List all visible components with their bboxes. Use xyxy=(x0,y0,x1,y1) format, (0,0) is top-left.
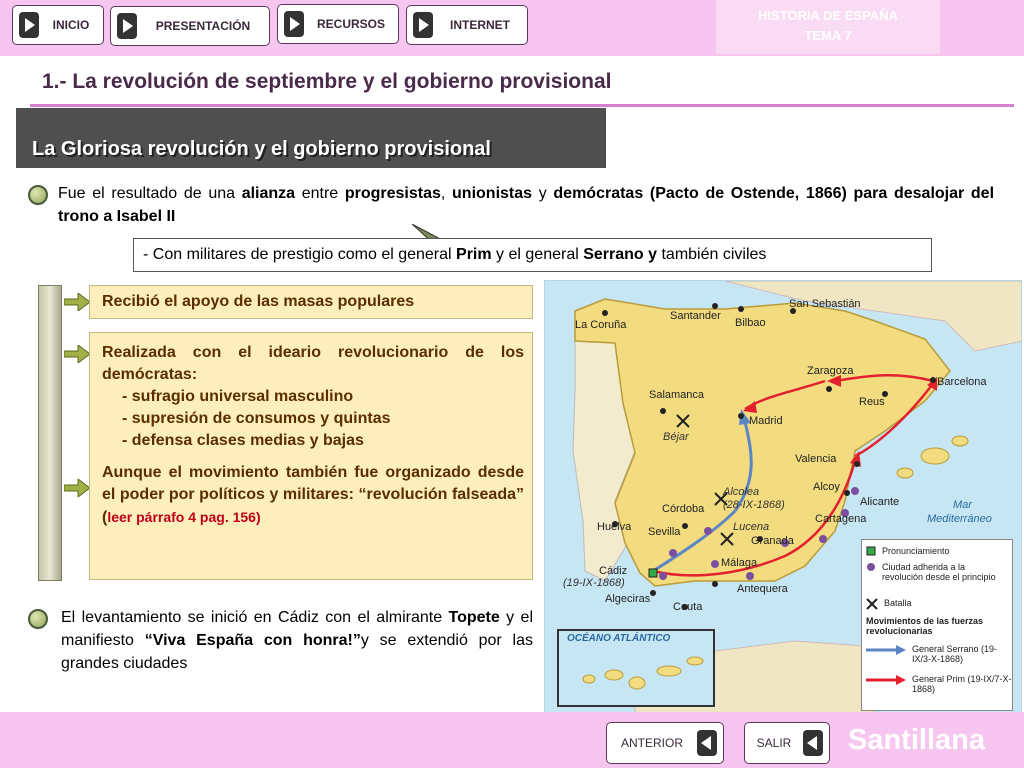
city-label: Reus xyxy=(859,396,885,408)
sea-label: Mar xyxy=(953,499,972,511)
play-icon xyxy=(413,12,433,38)
city-label: Alicante xyxy=(860,496,900,508)
city-label: Ceuta xyxy=(673,601,703,613)
city-label: Santander xyxy=(670,310,721,322)
title-divider xyxy=(30,104,1014,107)
anterior-label: ANTERIOR xyxy=(620,736,683,750)
arrow-right-icon xyxy=(64,479,90,497)
legend-label: General Prim (19-IX/7-X-1868) xyxy=(912,674,1012,694)
legend-label: Batalla xyxy=(884,598,912,608)
intro-bold-progresistas: progresistas xyxy=(344,185,441,202)
serrano-arrow-icon xyxy=(866,644,906,656)
brand-line-1: HISTORIA DE ESPAÑA xyxy=(758,8,898,23)
callout-text: - Con militares de prestigio como el general xyxy=(143,246,457,263)
arrow-right-icon xyxy=(64,345,90,363)
city-label: San Sebastián xyxy=(789,298,861,310)
salir-button[interactable] xyxy=(744,722,830,764)
arrow-right-icon xyxy=(64,293,90,311)
city-label: Algeciras xyxy=(605,593,651,605)
intro-bold-alianza: alianza xyxy=(241,185,296,202)
back-arrow-icon xyxy=(697,730,717,756)
callout-text: también civiles xyxy=(657,246,767,263)
ideology-box xyxy=(89,332,533,580)
bullet-icon xyxy=(28,185,48,205)
ideology-intro: Realizada con el ideario revolucionario de los demócratas: xyxy=(102,344,524,383)
uprising-bold-topete: Topete xyxy=(448,609,500,626)
generals-callout xyxy=(133,238,932,272)
city-label: Barcelona xyxy=(937,376,987,388)
page-reference-link[interactable]: leer párrafo 4 pag. 156) xyxy=(107,509,261,525)
popular-support-box xyxy=(89,285,533,319)
uprising-paragraph xyxy=(61,606,533,675)
popular-support-text: Recibió el apoyo de las masas populares xyxy=(102,293,415,310)
anterior-button[interactable] xyxy=(606,722,724,764)
intro-bold-unionistas: unionistas xyxy=(452,185,533,202)
city-date-label: (19-IX-1868) xyxy=(563,577,625,589)
city-label: Zaragoza xyxy=(807,365,854,377)
city-label: Sevilla xyxy=(648,526,681,538)
salir-label: SALIR xyxy=(756,736,792,750)
city-label: Huelva xyxy=(597,521,632,533)
ideology-item: - defensa clases medias y bajas xyxy=(122,432,364,449)
callout-bold-serrano: Serrano y xyxy=(583,246,658,263)
intro-bold-democratas: demócratas (Pacto de Ostende, 1866) para desalojar del trono a Isabel II xyxy=(58,185,995,225)
intro-paragraph xyxy=(58,182,994,228)
nav-presentacion-label: PRESENTACIÓN xyxy=(155,19,251,33)
nav-recursos-button[interactable] xyxy=(277,4,399,44)
battle-icon xyxy=(866,598,878,610)
nav-recursos-label: RECURSOS xyxy=(316,17,385,31)
intro-text: y xyxy=(532,185,554,202)
ideology-item: - supresión de consumos y quintas xyxy=(122,410,391,427)
city-label: Antequera xyxy=(737,583,788,595)
battle-label: Alcolea xyxy=(723,486,760,498)
intro-text: , xyxy=(440,185,453,202)
city-label: Málaga xyxy=(721,557,758,569)
legend-heading: Movimientos de las fuerzas revolucionarias xyxy=(866,616,984,636)
revolution-map xyxy=(544,280,1022,716)
city-label: Granada xyxy=(751,535,794,547)
city-adherida-icon xyxy=(866,562,876,572)
brand-line-2: TEMA 7 xyxy=(804,28,852,43)
nav-presentacion-button[interactable] xyxy=(110,6,270,46)
callout-text: y el general xyxy=(491,246,584,263)
canary-islands-shapes xyxy=(559,631,713,705)
intro-text: Fue el resultado de una xyxy=(58,185,242,202)
city-label: Alcoy xyxy=(813,481,840,493)
ocean-label: OCÉANO ATLÁNTICO xyxy=(567,633,671,644)
battle-date-label: (28-IX-1868) xyxy=(723,499,785,511)
city-label: Béjar xyxy=(663,431,689,443)
city-label: Valencia xyxy=(795,453,837,465)
intro-text: entre xyxy=(295,185,345,202)
legend-label: Pronunciamiento xyxy=(882,546,950,556)
course-brand xyxy=(716,0,940,54)
play-icon xyxy=(117,13,137,39)
city-label: Madrid xyxy=(749,415,783,427)
city-label: La Coruña xyxy=(575,319,627,331)
legend-label: Ciudad adherida a la revolución desde el principio xyxy=(882,562,996,582)
organized-main: Aunque el movimiento también fue organizado desde el poder por políticos y militares: “revolución falseada” ( xyxy=(102,464,524,526)
legend-label: General Serrano (19-IX/3-X-1868) xyxy=(912,644,998,664)
page-title: 1.- La revolución de septiembre y el gobierno provisional xyxy=(42,70,612,93)
uprising-bold-manifesto: “Viva España con honra!” xyxy=(144,632,361,649)
city-label: Córdoba xyxy=(662,503,705,515)
map-legend xyxy=(861,539,1013,711)
section-heading: La Gloriosa revolución y el gobierno provisional xyxy=(32,138,491,160)
callout-bold-prim: Prim xyxy=(456,246,492,263)
vertical-bracket-bar xyxy=(38,285,62,581)
prim-arrow-icon xyxy=(866,674,906,686)
organized-text xyxy=(102,462,524,529)
uprising-text: y el manifiesto xyxy=(61,609,534,649)
play-icon xyxy=(284,11,304,37)
city-label: Salamanca xyxy=(649,389,705,401)
play-icon xyxy=(19,12,39,38)
city-label: Cádiz xyxy=(599,565,628,577)
ideology-item: - sufragio universal masculino xyxy=(122,388,354,405)
nav-internet-button[interactable] xyxy=(406,5,528,45)
nav-inicio-label: INICIO xyxy=(52,18,90,32)
uprising-text: El levantamiento se inició en Cádiz con el almirante xyxy=(61,609,449,626)
uprising-text: y se extendió por las grandes ciudades xyxy=(61,632,533,672)
section-heading-bar xyxy=(16,108,606,168)
city-label: Bilbao xyxy=(735,317,766,329)
pronunciamiento-icon xyxy=(866,546,876,556)
publisher-logo: Santillana xyxy=(848,724,985,756)
nav-inicio-button[interactable] xyxy=(12,5,104,45)
canary-islands-inset xyxy=(557,629,715,707)
bullet-icon xyxy=(28,609,48,629)
battle-label: Lucena xyxy=(733,521,770,533)
city-label: Cartagena xyxy=(815,513,867,525)
sea-label: Mediterráneo xyxy=(927,513,992,525)
nav-internet-label: INTERNET xyxy=(450,18,510,32)
back-arrow-icon xyxy=(803,730,823,756)
